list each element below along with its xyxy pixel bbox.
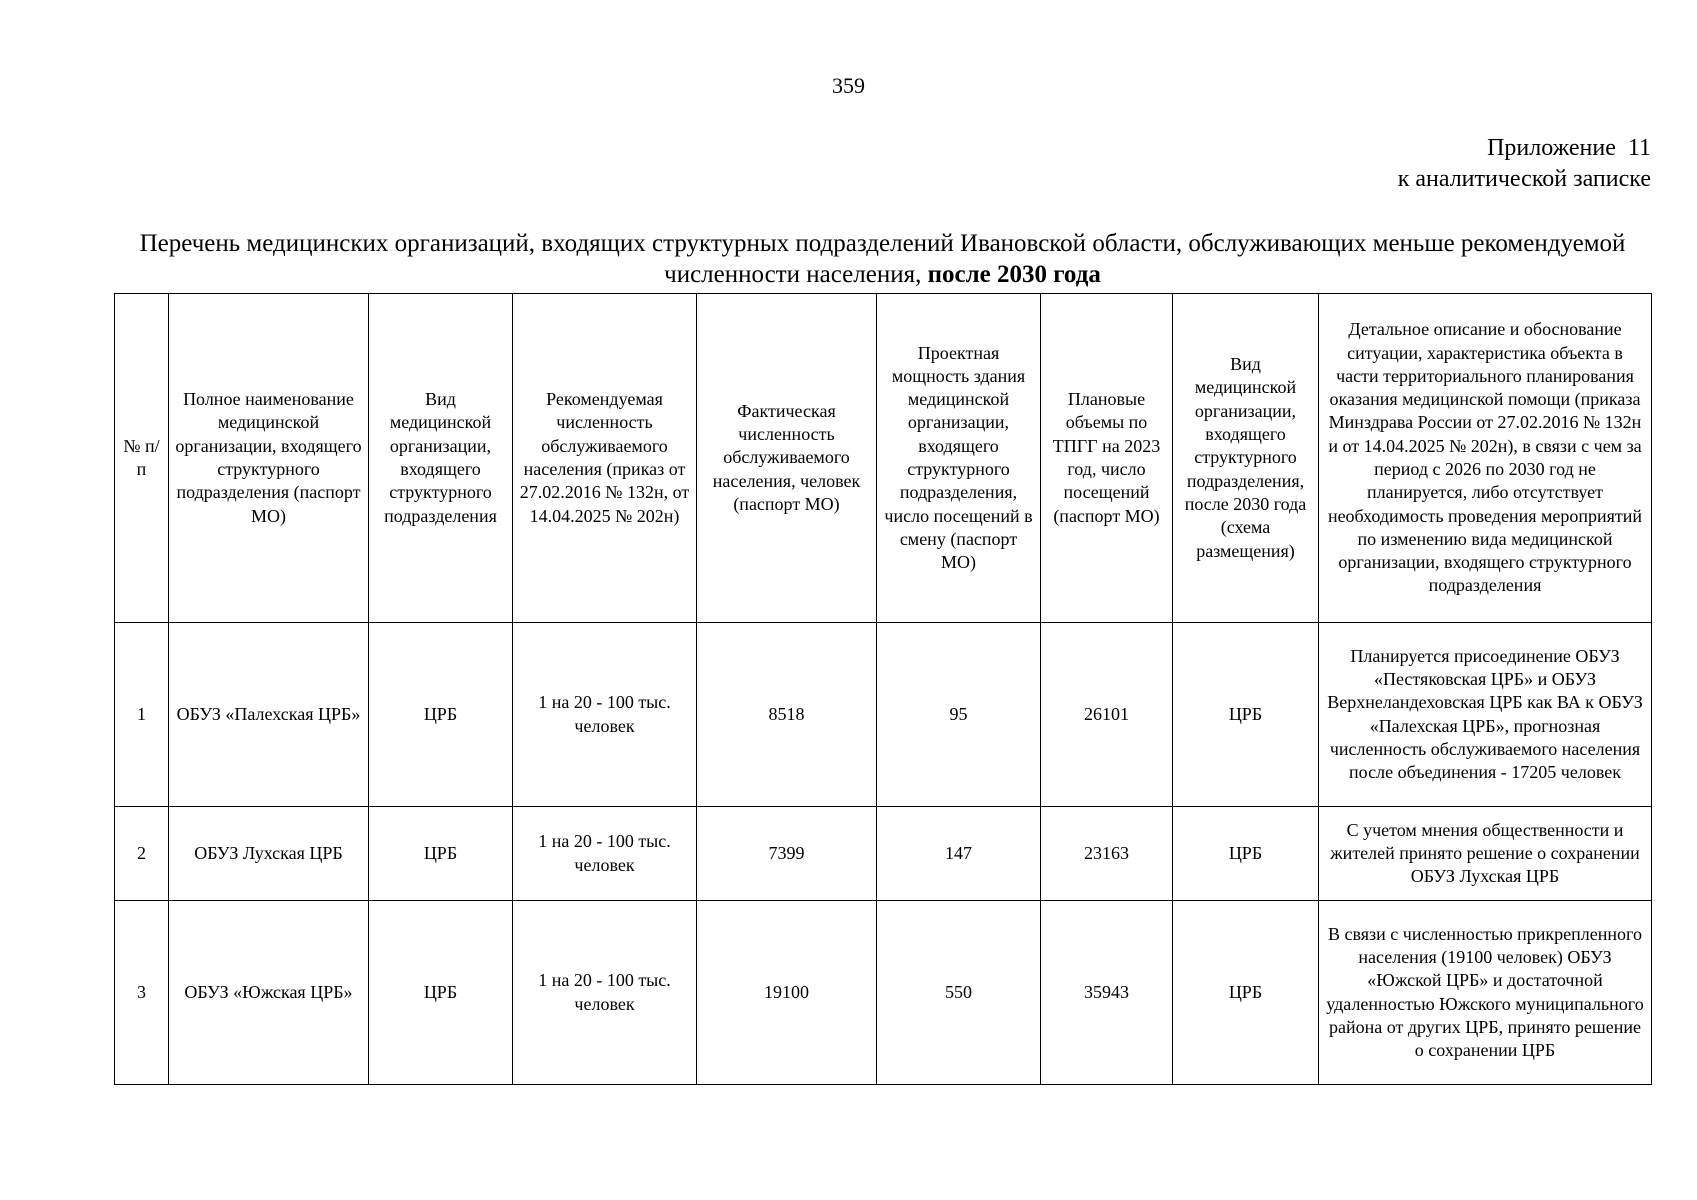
document-title <box>114 228 1651 290</box>
cell-description: Планируется присоединение ОБУЗ «Пестяковская ЦРБ» и ОБУЗ Верхнеландеховская ЦРБ как ВА к ОБУЗ «Палехская ЦРБ», прогнозная численность обслуживаемого населения после объединения - 17205 человек <box>1319 623 1652 807</box>
appendix-line-2: к аналитической записке <box>1397 166 1651 192</box>
cell-number: 3 <box>115 901 169 1085</box>
cell-description: В связи с численностью прикрепленного населения (19100 человек) ОБУЗ «Южской ЦРБ» и достаточной удаленностью Южского муниципального района от других ЦРБ, принято решение о сохранении ЦРБ <box>1319 901 1652 1085</box>
cell-actual: 7399 <box>697 807 877 901</box>
page-number: 359 <box>832 73 865 98</box>
table-header-row <box>115 294 1652 623</box>
header-cell-number: № п/п <box>115 294 169 623</box>
cell-type-after-2030: ЦРБ <box>1173 807 1319 901</box>
header-cell-planned: Плановые объемы по ТПГГ на 2023 год, число посещений (паспорт МО) <box>1041 294 1173 623</box>
cell-capacity: 95 <box>877 623 1041 807</box>
cell-type-after-2030: ЦРБ <box>1173 901 1319 1085</box>
header-cell-description: Детальное описание и обоснование ситуации, характеристика объекта в части территориального планирования оказания медицинской помощи (приказа Минздрава России от 27.02.2016 № 132н и от 14.04.2025 № 202н), в связи с чем за период с 2026 по 2030 год не планируется, либо отсутствует необходимость проведения мероприятий по изменению вида медицинской организации, входящего структурного подразделения <box>1319 294 1652 623</box>
cell-planned: 26101 <box>1041 623 1173 807</box>
cell-recommended: 1 на 20 - 100 тыс. человек <box>513 623 697 807</box>
cell-actual: 19100 <box>697 901 877 1085</box>
header-cell-type-after-2030: Вид медицинской организации, входящего структурного подразделения, после 2030 года (схема размещения) <box>1173 294 1319 623</box>
table-row <box>115 901 1652 1085</box>
cell-name: ОБУЗ «Палехская ЦРБ» <box>169 623 369 807</box>
cell-capacity: 147 <box>877 807 1041 901</box>
cell-type: ЦРБ <box>369 623 513 807</box>
cell-type: ЦРБ <box>369 807 513 901</box>
cell-number: 1 <box>115 623 169 807</box>
table-row <box>115 807 1652 901</box>
header-cell-name: Полное наименование медицинской организации, входящего структурного подразделения (паспорт МО) <box>169 294 369 623</box>
title-bold: после 2030 года <box>927 261 1101 288</box>
cell-type: ЦРБ <box>369 901 513 1085</box>
table-row <box>115 623 1652 807</box>
cell-number: 2 <box>115 807 169 901</box>
cell-planned: 35943 <box>1041 901 1173 1085</box>
cell-type-after-2030: ЦРБ <box>1173 623 1319 807</box>
header-cell-type: Вид медицинской организации, входящего структурного подразделения <box>369 294 513 623</box>
cell-description: С учетом мнения общественности и жителей принято решение о сохранении ОБУЗ Лухская ЦРБ <box>1319 807 1652 901</box>
header-cell-recommended: Рекомендуемая численность обслуживаемого населения (приказ от 27.02.2016 № 132н, от 14.04.2025 № 202н) <box>513 294 697 623</box>
cell-recommended: 1 на 20 - 100 тыс. человек <box>513 901 697 1085</box>
header-cell-actual: Фактическая численность обслуживаемого населения, человек (паспорт МО) <box>697 294 877 623</box>
cell-name: ОБУЗ Лухская ЦРБ <box>169 807 369 901</box>
cell-actual: 8518 <box>697 623 877 807</box>
title-regular: Перечень медицинских организаций, входящих структурных подразделений Ивановской области, обслуживающих меньше рекомендуемой численности населения, <box>139 230 1626 288</box>
cell-capacity: 550 <box>877 901 1041 1085</box>
organizations-table <box>114 293 1652 1085</box>
appendix-line-1: Приложение 11 <box>1487 135 1651 161</box>
cell-name: ОБУЗ «Южская ЦРБ» <box>169 901 369 1085</box>
header-cell-capacity: Проектная мощность здания медицинской организации, входящего структурного подразделения, число посещений в смену (паспорт МО) <box>877 294 1041 623</box>
cell-recommended: 1 на 20 - 100 тыс. человек <box>513 807 697 901</box>
cell-planned: 23163 <box>1041 807 1173 901</box>
appendix-note <box>1398 133 1651 195</box>
